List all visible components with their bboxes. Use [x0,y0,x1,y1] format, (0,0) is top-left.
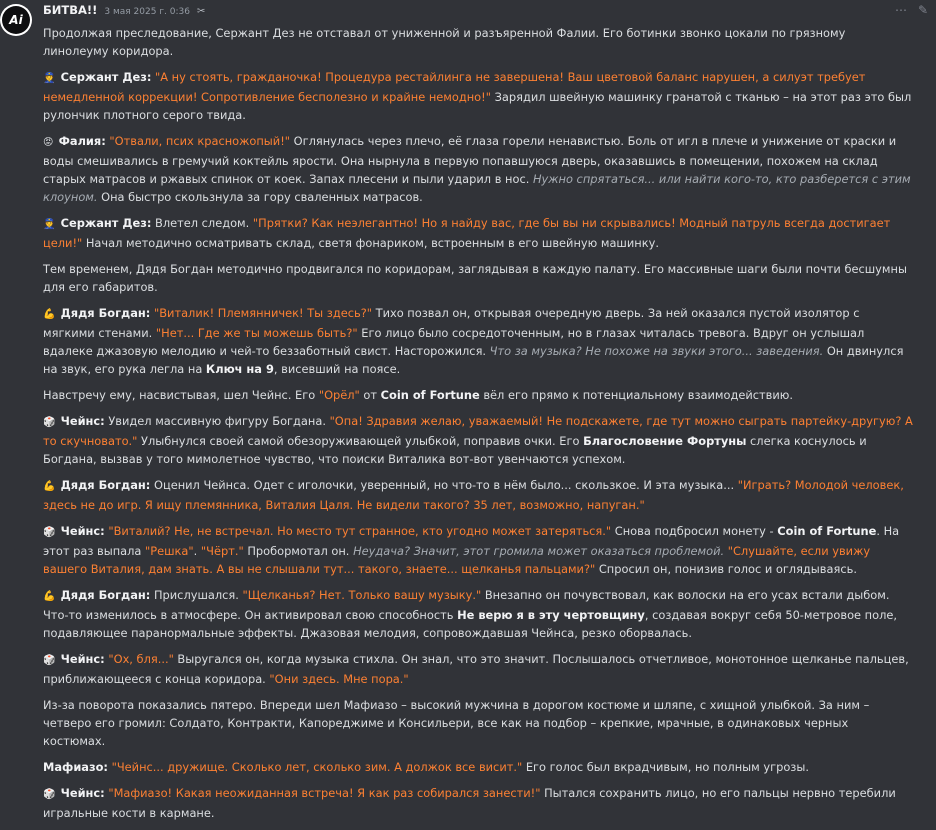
plain-text: Продолжая преследование, Сержант Дез не отставал от униженной и разъяренной Фалии. Его ботинки звонко цокали по грязному линолеуму коридора. [43,26,846,58]
message-paragraph [43,386,913,404]
plain-text: . На этот раз выпала [43,524,900,558]
plain-text: Спросил он, понизив голос и оглядываясь. [595,562,857,576]
plain-text: , висевший на поясе. [273,362,401,376]
plain-text: Пробормотал он. [243,544,354,558]
quote-text: "Щелканья? Нет. Только вашу музыку." [242,588,482,602]
bold-text: Дядя Богдан: [60,588,151,602]
bold-text: Чейнс: [60,524,105,538]
plain-text: Она быстро скользнула за гору сваленных матрасов. [97,190,423,204]
author-name[interactable]: БИТВА!! [43,3,98,17]
pencil-icon[interactable]: ✎ [917,3,929,17]
message-actions [894,3,930,17]
plain-text: Пытался сохранить лицо, но его пальцы нервно теребили игральные кости в кармане. [43,786,896,820]
message-paragraph [43,260,913,296]
scissors-icon: ✂ [196,6,206,17]
character-emoji-icon: 🎲 [43,417,59,428]
character-emoji-icon: 😡 [43,137,57,148]
bold-text: Чейнс: [60,414,105,428]
italic-thought: Нужно спрятаться... или найти кого-то, кто разберется с этим клоуном. [43,172,911,204]
bold-text: Coin of Fortune [380,388,480,402]
character-emoji-icon: 🎲 [43,789,59,800]
bold-text: Не верю я в эту чертовщину [457,608,645,622]
bold-text: Ключ на 9 [205,362,274,376]
plain-text: . [193,544,201,558]
plain-text: Прислушался. [150,588,243,602]
quote-text: "Прятки? Как неэлегантно! Но я найду вас, где бы вы ни скрывались! Модный патруль всегда достигает цели!" [43,216,891,250]
bold-text: Сержант Дез: [60,216,152,230]
message-content [43,24,913,830]
character-emoji-icon: 💪 [43,591,59,602]
quote-text: "Нет... Где же ты можешь быть?" [155,326,358,340]
plain-text: Влетел следом. [151,216,253,230]
bold-text: Благословение Фортуны [583,434,747,448]
quote-text: "Мафиазо! Какая неожиданная встреча! Я как раз собирался занести!" [108,786,541,800]
quote-text: "Ох, бля..." [108,652,174,666]
message-paragraph [43,784,913,822]
plain-text: Внезапно он почувствовал, как волоски на его усах встали дыбом. Что-то изменилось в атмосфере. Он активировал свою способность [43,588,890,622]
bold-text: Дядя Богдан: [60,306,151,320]
message-paragraph [43,650,913,688]
message-paragraph [43,132,913,206]
quote-text: "Слушайте, если увижу вашего Виталия, дам знать. А вы не слышали тут... такого, знаете... щелканья пальцами?" [43,544,871,576]
bold-text: Мафиазо: [43,760,108,774]
message-paragraph [43,476,913,514]
bold-text: Фалия: [58,134,106,148]
plain-text: Его лицо было сосредоточенным, но в глазах читалась тревога. Вдруг он услышал вдалеке джазовую мелодию и чей-то беззаботный свист. Насторожился. [43,326,865,358]
plain-text: Его голос был вкрадчивым, но полным угрозы. [522,760,809,774]
message-paragraph [43,24,913,60]
plain-text: Навстречу ему, насвистывая, шел Чейнс. Его [43,388,319,402]
message-header [43,3,205,21]
plain-text: от [359,388,381,402]
plain-text: Тихо позвал он, открывая очередную дверь. За ней оказался пустой изолятор с мягкими стенами. [43,306,860,340]
plain-text: Из-за поворота показались пятеро. Впереди шел Мафиазо – высокий мужчина в дорогом костюме и шляпе, с хищной улыбкой. За ним – четверо его громил: Солдато, Контракти, Капореджиме и Консильери, все как на подбор – крепкие, мрачные, в одинаковых черных костюмах. [43,698,870,748]
quote-text: "Решка" [145,544,194,558]
message-paragraph [43,586,913,642]
bold-text: Coin of Fortune [777,524,877,538]
more-icon[interactable]: ⋯ [895,3,907,17]
message-paragraph [43,214,913,252]
plain-text: Начал методично осматривать склад, светя фонариком, встроенным в его швейную машинку. [82,236,659,250]
message-paragraph [43,522,913,578]
message-paragraph [43,412,913,468]
bold-text: Дядя Богдан: [60,478,151,492]
bold-text: Чейнс: [60,652,105,666]
bold-text: Чейнс: [60,786,105,800]
quote-text: "Чейнс... дружище. Сколько лет, сколько зим. А должок все висит." [111,760,523,774]
plain-text: Тем временем, Дядя Богдан методично продвигался по коридорам, заглядывая в каждую палату. Его массивные шаги были почти бесшумны для его габаритов. [43,262,907,294]
character-emoji-icon: 👮 [43,219,59,230]
plain-text: Выругался он, когда музыка стихла. Он знал, что это значит. Послышалось отчетливое, монотонное щелканье пальцев, приближающееся с конца коридора. [43,652,909,686]
quote-text: "Орёл" [318,388,360,402]
character-emoji-icon: 💪 [43,309,59,320]
quote-text: "Опа! Здравия желаю, уважаемый! Не подскажете, где тут можно сыграть партейку-другую? А то скучновато." [43,414,913,448]
quote-text: "Играть? Молодой человек, здесь не до игр. Я ищу племянника, Виталия Цаля. Не видели такого? 35 лет, возможно, напуган." [43,478,904,512]
message-paragraph [43,304,913,378]
character-emoji-icon: 🎲 [43,527,59,538]
plain-text: Оценил Чейнса. Одет с иголочки, уверенный, но что-то в нём было... скользкое. И эта музыка... [150,478,738,492]
quote-text: "Виталик! Племянничек! Ты здесь?" [153,306,372,320]
plain-text: Улыбнулся своей самой обезоруживающей улыбкой, поправив очки. Его [137,434,584,448]
quote-text: "Отвали, псих красножопый!" [109,134,291,148]
quote-text: "А ну стоять, гражданочка! Процедура рестайлинга не завершена! Ваш цветовой баланс нарушен, а силуэт требует немедленной коррекции! Сопротивление бесполезно и крайне немодно!" [43,70,866,104]
message-paragraph [43,758,913,776]
character-emoji-icon: 👮 [43,73,59,84]
plain-text: Он двинулся на звук, его рука легла на [43,344,904,376]
italic-thought: Неудача? Значит, этот громила может оказаться проблемой. [353,544,725,558]
plain-text: вёл его прямо к потенциальному взаимодействию. [479,388,793,402]
message-paragraph [43,696,913,750]
italic-thought: Что за музыка? Не похоже на звуки этого... заведения. [489,344,824,358]
quote-text: "Виталий? Не, не встречал. Но место тут странное, кто угодно может затеряться." [108,524,612,538]
plain-text: Зарядил швейную машинку гранатой с тканью – на этот раз это был рулончик плотного серого твида. [43,90,912,122]
plain-text: Увидел массивную фигуру Богдана. [104,414,330,428]
bold-text: Сержант Дез: [60,70,152,84]
quote-text: "Они здесь. Мне пора." [269,672,409,686]
character-emoji-icon: 💪 [43,481,59,492]
quote-text: "Чёрт." [200,544,244,558]
plain-text: Оглянулась через плечо, её глаза горели ненавистью. Боль от игл в плече и унижение от краски и воды смешивались в гремучий коктейль ярости. Она нырнула в первую попавшуюся дверь, оказавшись в помещении, похожем на склад старых матрасов и ржавых спинок от коек. Запах плесени и пыли ударил в нос. [43,134,897,186]
avatar-text: Ai [2,6,30,34]
character-emoji-icon: 🎲 [43,655,59,666]
plain-text: слегка коснулось и Богдана, вызвав у того мимолетное чувство, что поиски Виталика вот-вот увенчаются успехом. [43,434,867,466]
avatar[interactable] [0,4,32,36]
plain-text: , создавая вокруг себя 50-метровое поле, подавляющее паранормальные эффекты. Джазовая мелодия, сопровождавшая Чейнса, резко оборвалась. [43,608,897,640]
plain-text: Снова подбросил монету - [611,524,778,538]
timestamp[interactable]: 3 мая 2025 г. 0:36 [104,7,190,17]
message-paragraph [43,68,913,124]
